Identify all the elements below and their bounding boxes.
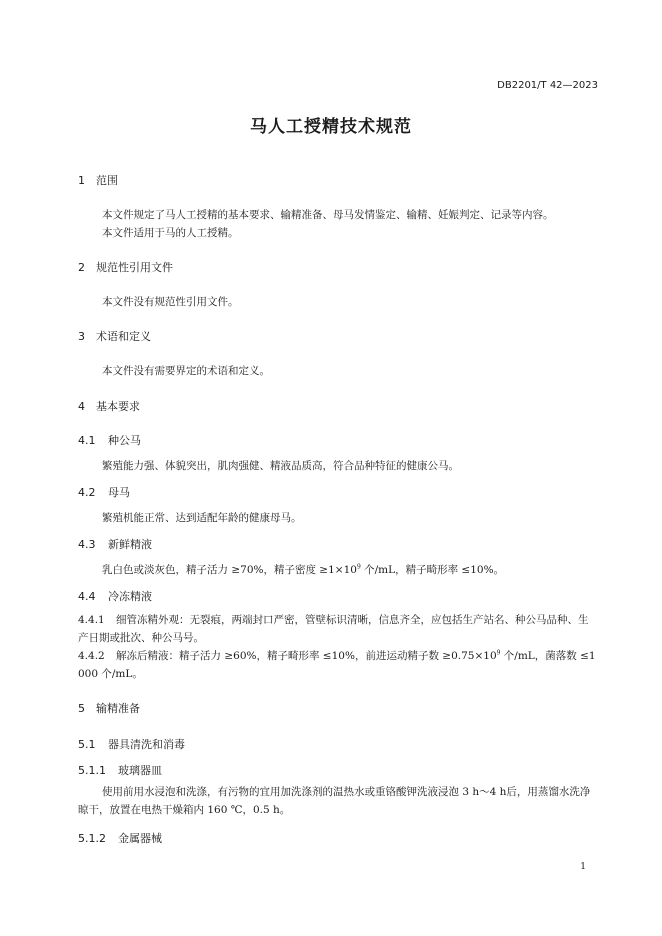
subsection-heading-4-3 — [78, 536, 152, 552]
paragraph: 本文件适用于马的人工授精。 — [102, 227, 239, 239]
section-number: 5.1.1 — [78, 764, 106, 777]
subsection-heading-5-1 — [78, 736, 185, 752]
section-number: 5.1 — [78, 738, 96, 751]
page-number: 1 — [580, 862, 586, 872]
paragraph: 本文件没有需要界定的术语和定义。 — [102, 365, 270, 377]
section-title: 基本要求 — [96, 400, 140, 413]
subsection-heading-4-2 — [78, 484, 130, 500]
section-number: 3 — [78, 330, 85, 343]
section-heading-5 — [78, 700, 140, 716]
section-heading-2 — [78, 259, 173, 275]
subsection-heading-4-1 — [78, 432, 141, 448]
section-title: 种公马 — [108, 434, 141, 447]
subsection-heading-5-1-1 — [78, 762, 162, 778]
document-title: 马人工授精技术规范 — [250, 117, 412, 137]
text-run: 个/mL，菌落数 ≤1 000 个/mL。 — [78, 650, 596, 680]
paragraph: 繁殖能力强、体貌突出，肌肉强健、精液品质高，符合品种特征的健康公马。 — [102, 460, 459, 472]
clause-number: 4.4.1 — [78, 614, 105, 626]
section-title: 输精准备 — [96, 702, 140, 715]
section-title: 金属器械 — [118, 832, 162, 845]
section-number: 5.1.2 — [78, 832, 106, 845]
clause-4-4-2 — [78, 647, 598, 683]
section-title: 冷冻精液 — [108, 590, 152, 603]
subsection-heading-4-4 — [78, 588, 152, 604]
section-number: 4.1 — [78, 434, 96, 447]
clause-number: 4.4.2 — [78, 650, 105, 662]
document-number: DB2201/T 42—2023 — [497, 80, 598, 91]
section-heading-1 — [78, 172, 118, 188]
section-number: 4.4 — [78, 590, 96, 603]
section-heading-4 — [78, 398, 140, 414]
section-title: 新鲜精液 — [108, 538, 152, 551]
paragraph: 本文件没有规范性引用文件。 — [102, 296, 239, 308]
section-number: 2 — [78, 261, 85, 274]
subsection-heading-5-1-2 — [78, 830, 162, 846]
paragraph: 繁殖机能正常、达到适配年龄的健康母马。 — [102, 512, 302, 524]
clause-4-4-1 — [78, 611, 598, 647]
section-title: 规范性引用文件 — [96, 261, 173, 274]
paragraph — [102, 562, 504, 577]
section-number: 4 — [78, 400, 85, 413]
paragraph: 本文件规定了马人工授精的基本要求、输精准备、母马发情鉴定、输精、妊娠判定、记录等内容。 — [102, 209, 554, 221]
text-run: 乳白色或淡灰色，精子活力 ≥70%，精子密度 ≥1×10 — [102, 564, 357, 576]
paragraph: 使用前用水浸泡和洗涤，有污物的宜用加洗涤剂的温热水或重铬酸钾洗液浸泡 3 h～4 h后，用蒸馏水洗净晾干，放置在电热干燥箱内 160 ℃，0.5 h。 — [78, 786, 591, 816]
section-number: 1 — [78, 174, 85, 187]
section-title: 母马 — [108, 486, 130, 499]
superscript: 9 — [356, 563, 361, 571]
section-title: 器具清洗和消毒 — [108, 738, 185, 751]
text-run: 个/mL，精子畸形率 ≤10%。 — [360, 564, 505, 576]
section-number: 5 — [78, 702, 85, 715]
section-number: 4.3 — [78, 538, 96, 551]
text-run: 解冻后精液：精子活力 ≥60%，精子畸形率 ≤10%，前进运动精子数 ≥0.75×10 — [116, 650, 497, 662]
section-heading-3 — [78, 328, 151, 344]
section-title: 术语和定义 — [96, 330, 151, 343]
superscript: 9 — [496, 649, 501, 657]
section-title: 玻璃器皿 — [118, 764, 162, 777]
section-number: 4.2 — [78, 486, 96, 499]
section-title: 范围 — [96, 174, 118, 187]
clause-text: 细管冻精外观：无裂痕，两端封口严密，管壁标识清晰，信息齐全，应包括生产站名、种公马品种、生产日期或批次、种公马号。 — [78, 614, 589, 644]
